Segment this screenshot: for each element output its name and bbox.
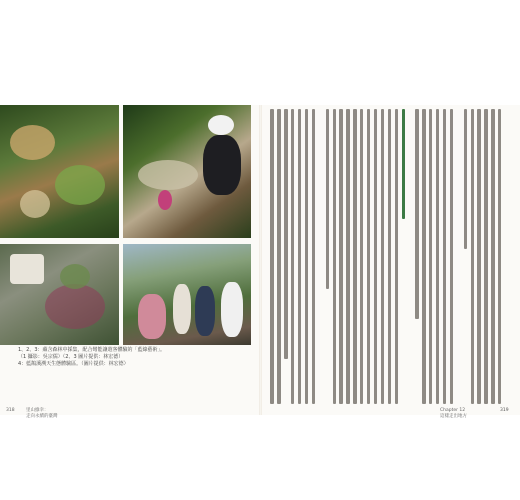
text-column (407, 109, 412, 404)
text-line (326, 109, 329, 289)
text-line (429, 109, 432, 404)
left-footer (6, 408, 58, 420)
text-column (283, 109, 288, 404)
right-page-number: 319 (500, 408, 509, 413)
text-line (471, 109, 474, 404)
photo-captions (18, 347, 248, 368)
text-line (367, 109, 370, 404)
text-column (414, 109, 419, 404)
text-column (297, 109, 302, 404)
text-column (352, 109, 357, 404)
text-column (497, 109, 502, 404)
book-spread (0, 105, 520, 419)
text-line (270, 109, 273, 404)
text-column (332, 109, 337, 404)
section-heading-column (401, 109, 406, 404)
left-page-number: 318 (6, 408, 15, 413)
text-column (325, 109, 330, 404)
right-chapter-label: Chapter 12 (440, 408, 466, 413)
text-column (435, 109, 440, 404)
text-line (333, 109, 336, 404)
text-column (490, 109, 495, 404)
text-line (298, 109, 301, 404)
text-column (387, 109, 392, 404)
text-column (428, 109, 433, 404)
text-line (374, 109, 377, 404)
text-line (395, 109, 398, 404)
book-gutter (259, 105, 262, 415)
text-line (339, 109, 342, 404)
text-column (380, 109, 385, 404)
text-column (394, 109, 399, 404)
text-column (449, 109, 454, 404)
left-running-title-1: 里山綠幸： (26, 408, 49, 413)
text-column (483, 109, 488, 404)
text-line (484, 109, 487, 404)
text-line (305, 109, 308, 404)
right-running-title: 這樣走出地方 (440, 414, 467, 419)
text-column (304, 109, 309, 404)
text-column (338, 109, 343, 404)
text-line (277, 109, 280, 404)
text-column (359, 109, 364, 404)
caption-line-3: 4：藍鵲溪溯天生態體驗區。（圖片提供：林宏德） (18, 361, 129, 367)
caption-line-1: 1、2、3：蘊含森林中採集，配合彎能讓遊客體驗的「藍綠藝術」。 (18, 347, 166, 353)
text-column (373, 109, 378, 404)
text-line (477, 109, 480, 404)
photo-leaf-arrangement (0, 244, 119, 345)
photo-group-visitors (123, 244, 251, 345)
text-line (415, 109, 418, 319)
right-footer (440, 408, 467, 420)
text-column (269, 109, 274, 404)
text-column (476, 109, 481, 404)
text-column (366, 109, 371, 404)
text-line (381, 109, 384, 404)
text-line (360, 109, 363, 404)
text-line (436, 109, 439, 404)
text-line (402, 109, 405, 219)
text-line (353, 109, 356, 404)
left-running-title-2: 走向永續的臺灣 (26, 414, 58, 419)
text-column (442, 109, 447, 404)
text-line (450, 109, 453, 404)
text-line (464, 109, 467, 249)
text-line (422, 109, 425, 404)
text-column (318, 109, 323, 404)
text-column (421, 109, 426, 404)
text-column (311, 109, 316, 404)
text-line (443, 109, 446, 404)
text-column (470, 109, 475, 404)
vertical-text-body (268, 109, 504, 404)
text-column (463, 109, 468, 404)
photo-visitor-with-plant-pots (123, 105, 251, 238)
text-line (491, 109, 494, 404)
photo-moss-craft-baskets (0, 105, 119, 238)
text-line (312, 109, 315, 404)
text-line (346, 109, 349, 404)
text-line (498, 109, 501, 404)
text-line (284, 109, 287, 359)
text-line (388, 109, 391, 404)
text-column (290, 109, 295, 404)
text-column (456, 109, 461, 404)
caption-line-2: （1 攝影：吳宗儒）（2、3 圖片提供：林宏德） (18, 354, 124, 360)
text-column (276, 109, 281, 404)
text-column (345, 109, 350, 404)
text-line (291, 109, 294, 404)
